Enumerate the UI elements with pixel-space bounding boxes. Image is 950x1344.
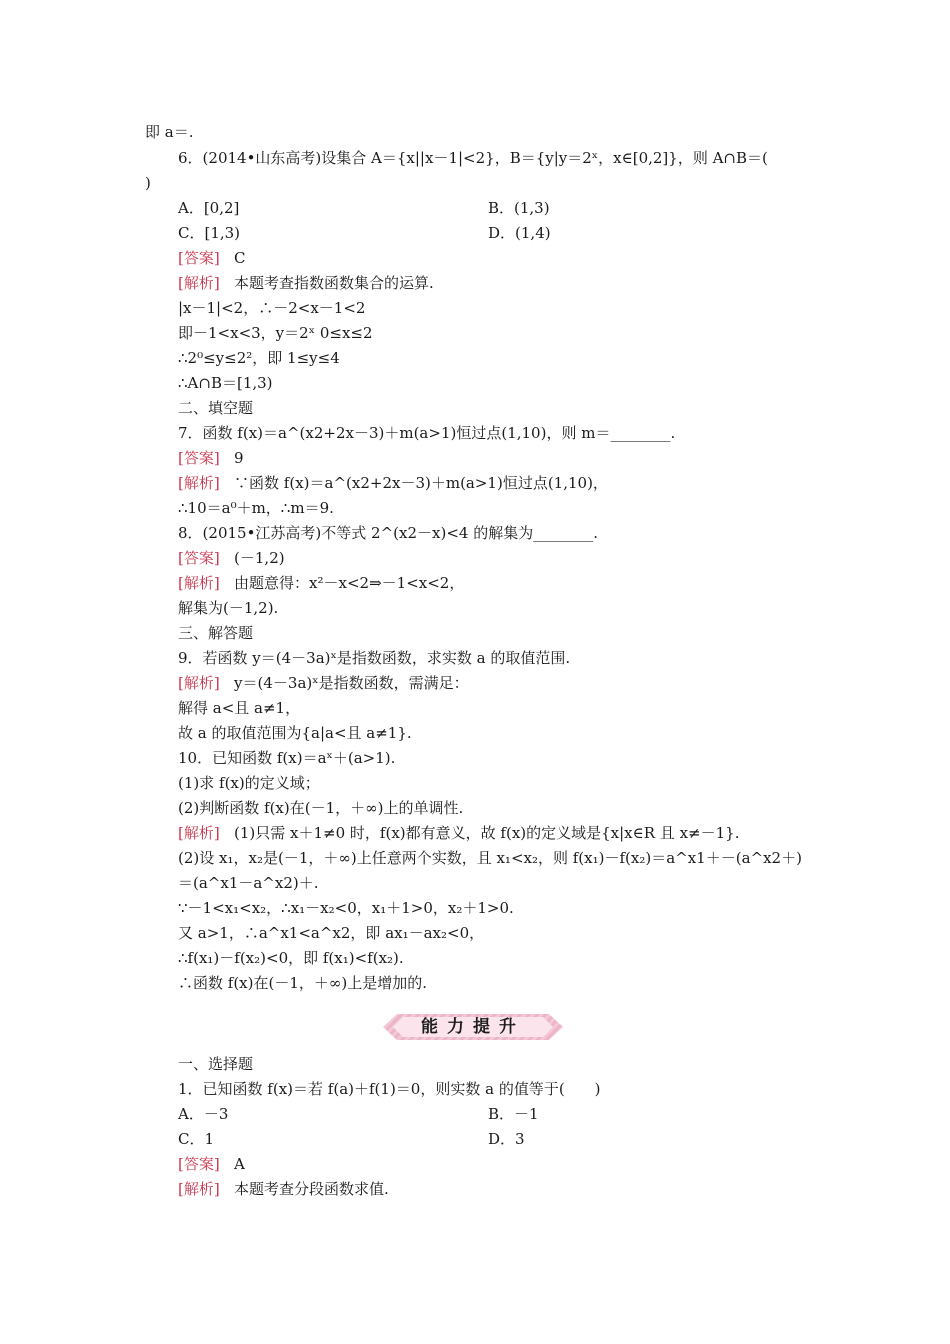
text-line: (2)判断函数 f(x)在(－1，＋∞)上的单调性. bbox=[178, 799, 464, 817]
text-line: ∴2⁰≤y≤2²，即 1≤y≤4 bbox=[178, 349, 340, 367]
answer-tag: [答案] bbox=[178, 249, 220, 267]
text-line: (2)设 x₁，x₂是(－1，＋∞)上任意两个实数，且 x₁<x₂，则 f(x₁)－f(x₂)＝a^x1＋－(a^x2＋) bbox=[178, 849, 802, 867]
text-line: |x－1|<2，∴－2<x－1<2 bbox=[178, 299, 366, 317]
option-a: A．－3 bbox=[178, 1105, 229, 1123]
option-c: C．1 bbox=[178, 1130, 215, 1148]
analysis-line: [解析] ∵函数 f(x)＝a^(x2+2x－3)＋m(a>1)恒过点(1,10)， bbox=[178, 474, 608, 492]
question-1: 1．已知函数 f(x)＝若 f(a)＋f(1)＝0，则实数 a 的值等于( ) bbox=[178, 1080, 601, 1098]
analysis-line: [解析] 本题考查分段函数求值. bbox=[178, 1180, 389, 1198]
question-9: 9．若函数 y＝(4－3a)ˣ是指数函数，求实数 a 的取值范围. bbox=[178, 649, 571, 667]
question-7: 7．函数 f(x)＝a^(x2+2x－3)＋m(a>1)恒过点(1,10)，则 m＝________. bbox=[178, 424, 676, 442]
section-heading: 三、解答题 bbox=[178, 624, 254, 642]
text-line: 解集为(－1,2). bbox=[178, 599, 279, 617]
answer-line: [答案] (－1,2) bbox=[178, 549, 285, 567]
text-line: 解得 a<且 a≠1， bbox=[178, 699, 301, 717]
analysis-line: [解析] 本题考查指数函数集合的运算. bbox=[178, 274, 434, 292]
analysis-tag: [解析] bbox=[178, 574, 220, 592]
question-10: 10．已知函数 f(x)＝aˣ＋(a>1). bbox=[178, 749, 396, 767]
text-line: ∴A∩B＝[1,3) bbox=[178, 374, 273, 392]
text-line: (1)求 f(x)的定义域； bbox=[178, 774, 320, 792]
text-line: ∴f(x₁)－f(x₂)<0，即 f(x₁)<f(x₂). bbox=[178, 949, 404, 967]
answer-line: [答案] C bbox=[178, 249, 246, 267]
answer-tag: [答案] bbox=[178, 549, 220, 567]
option-b: B．(1,3) bbox=[488, 199, 550, 217]
text-line: ∴10＝a⁰＋m，∴m＝9. bbox=[178, 499, 334, 517]
banner-title: 能力提升 bbox=[421, 1017, 525, 1037]
answer-tag: [答案] bbox=[178, 449, 220, 467]
analysis-line: [解析] y＝(4－3a)ˣ是指数函数，需满足： bbox=[178, 674, 469, 692]
option-b: B．－1 bbox=[488, 1105, 539, 1123]
analysis-tag: [解析] bbox=[178, 474, 220, 492]
option-a: A．[0,2] bbox=[178, 199, 240, 217]
section-banner bbox=[383, 1014, 563, 1040]
analysis-tag: [解析] bbox=[178, 274, 220, 292]
section-heading: 二、填空题 bbox=[178, 399, 254, 417]
text-line: ＝(a^x1－a^x2)＋. bbox=[178, 874, 319, 892]
text-line: 又 a>1，∴a^x1<a^x2，即 ax₁－ax₂<0， bbox=[178, 924, 485, 942]
analysis-tag: [解析] bbox=[178, 824, 220, 842]
question-6: 6．(2014•山东高考)设集合 A＝{x||x－1|<2}，B＝{y|y＝2ˣ，x∈[0,2]}，则 A∩B＝( bbox=[178, 149, 768, 167]
text-line: 即 a＝. bbox=[145, 123, 194, 141]
analysis-tag: [解析] bbox=[178, 1180, 220, 1198]
answer-line: [答案] A bbox=[178, 1155, 245, 1173]
option-d: D．(1,4) bbox=[488, 224, 551, 242]
text-line: ∵－1<x₁<x₂，∴x₁－x₂<0，x₁＋1>0，x₂＋1>0. bbox=[178, 899, 514, 917]
analysis-line: [解析] 由题意得：x²－x<2⇒－1<x<2， bbox=[178, 574, 465, 592]
analysis-line: [解析] (1)只需 x＋1≠0 时，f(x)都有意义，故 f(x)的定义域是{x|x∈R 且 x≠－1}. bbox=[178, 824, 740, 842]
text-line: ) bbox=[145, 174, 151, 192]
text-line: 即－1<x<3，y＝2ˣ 0≤x≤2 bbox=[178, 324, 373, 342]
question-8: 8．(2015•江苏高考)不等式 2^(x2－x)<4 的解集为________. bbox=[178, 524, 598, 542]
option-c: C．[1,3) bbox=[178, 224, 241, 242]
answer-tag: [答案] bbox=[178, 1155, 220, 1173]
answer-line: [答案] 9 bbox=[178, 449, 244, 467]
option-d: D．3 bbox=[488, 1130, 525, 1148]
text-line: 故 a 的取值范围为{a|a<且 a≠1}. bbox=[178, 724, 412, 742]
analysis-tag: [解析] bbox=[178, 674, 220, 692]
text-line: ∴函数 f(x)在(－1，＋∞)上是增加的. bbox=[178, 974, 427, 992]
section-heading: 一、选择题 bbox=[178, 1055, 254, 1073]
